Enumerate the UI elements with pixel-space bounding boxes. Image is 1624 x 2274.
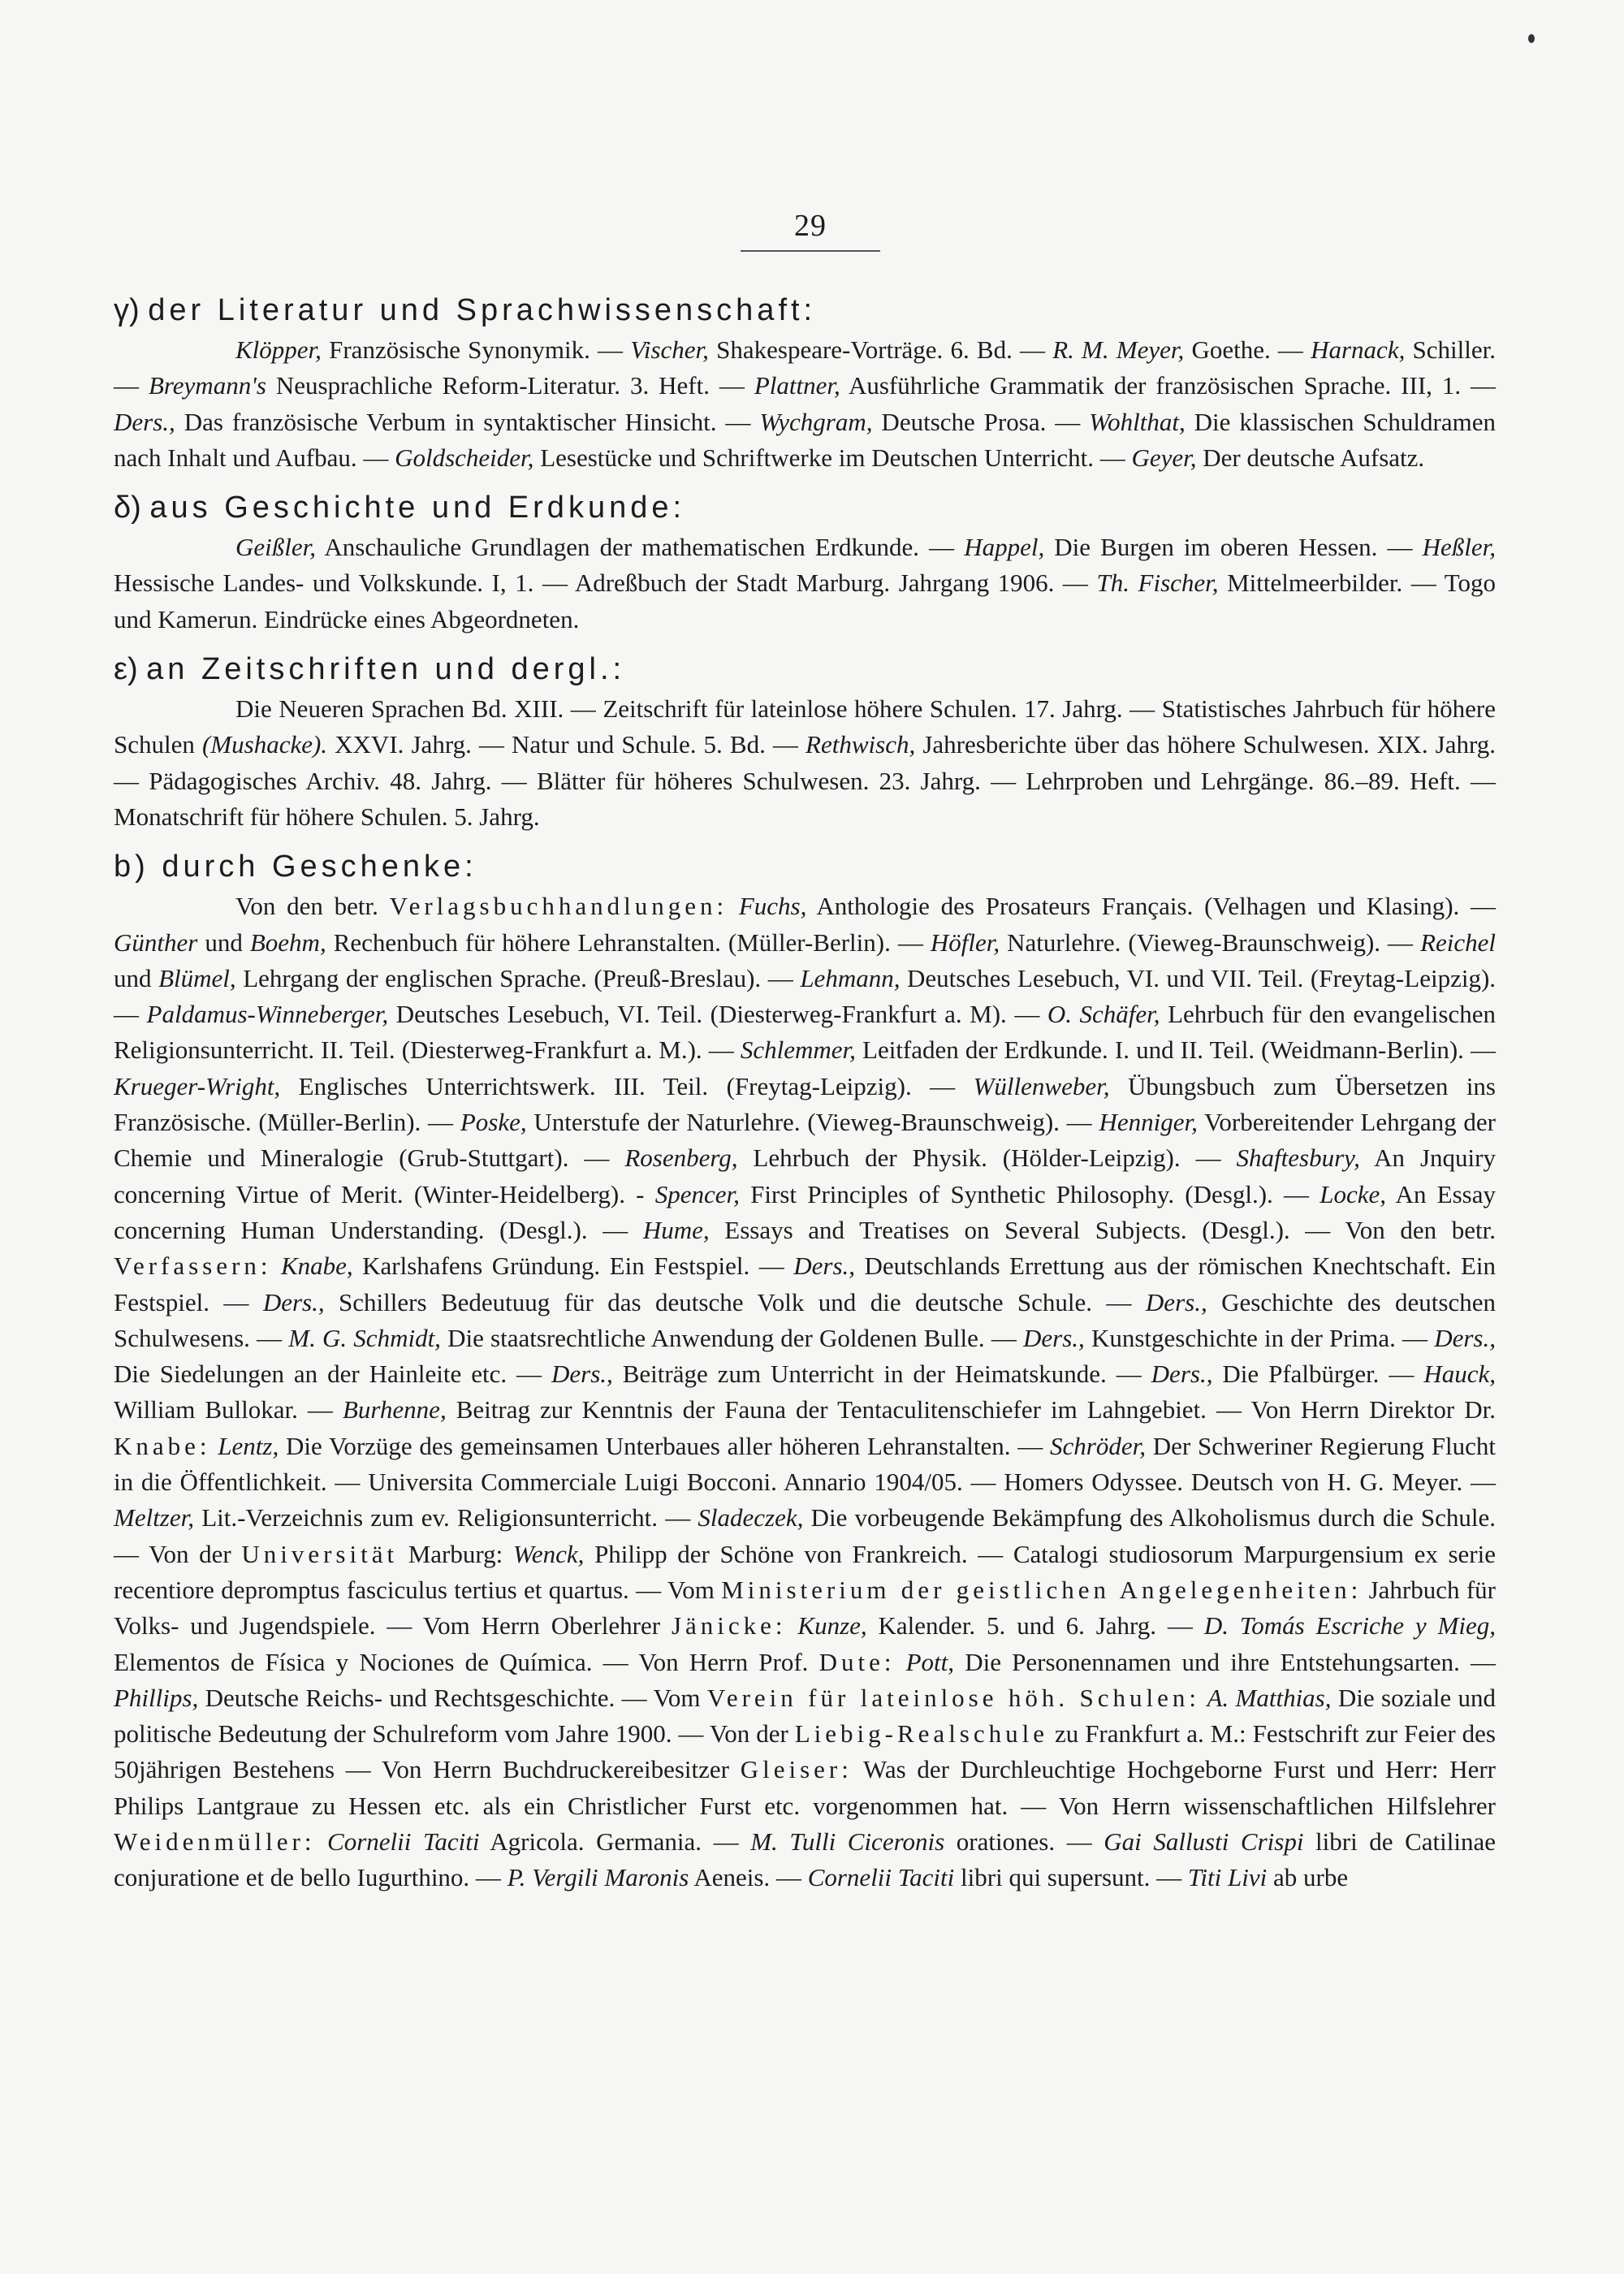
author-name: Ders., — [114, 407, 175, 436]
author-name: Lehmann, — [800, 963, 901, 992]
author-name: (Mushacke). — [201, 730, 328, 759]
page-number: 29 — [741, 208, 880, 252]
author-name: Wüllenweber, — [973, 1071, 1110, 1100]
author-name: Knabe, — [280, 1252, 353, 1281]
ink-speck — [1528, 34, 1535, 43]
spaced-emphasis: Dute: — [818, 1647, 896, 1676]
author-name: Günther — [114, 927, 198, 957]
author-name: Reichel — [1420, 927, 1497, 957]
author-name: Harnack, — [1311, 335, 1406, 364]
author-name: Ders., — [1145, 1287, 1207, 1316]
author-name: Shaftesbury, — [1236, 1143, 1360, 1173]
author-name: Wohlthat, — [1089, 407, 1186, 436]
author-name: Meltzer, — [114, 1503, 195, 1533]
author-name: Lentz, — [218, 1431, 279, 1460]
author-name: Geißler, — [235, 533, 317, 562]
author-name: Hauck, — [1423, 1360, 1496, 1389]
author-name: Ders., — [1434, 1323, 1496, 1352]
section-body-geschichte: Geißler, Anschauliche Grundlagen der mathematischen Erdkunde. — Happel, Die Burgen im oberen Hessen. — Heßler, Hessische Landes- und Volkskunde. I, 1. — Adreßbuch der Stadt Marburg. Jahrgang 1906. — Th. Fischer, Mittelmeerbilder. — Togo und Kamerun. Eindrücke eines Abgeordneten. — [114, 533, 1497, 633]
spaced-emphasis: Verlagsbuchhandlungen: — [389, 892, 728, 921]
author-name: Goldscheider, — [395, 443, 534, 472]
author-name: Fuchs, — [738, 892, 807, 921]
spaced-emphasis: Verein für lateinlose höh. Schulen: — [706, 1683, 1201, 1712]
author-name: Boehm, — [249, 927, 326, 957]
author-name: Heßler, — [1422, 533, 1496, 562]
author-name: Ders., — [262, 1287, 325, 1316]
author-name: Titi Livi — [1187, 1863, 1268, 1892]
spaced-emphasis: Ministerium der geistlichen Angelegenheiten: — [721, 1575, 1363, 1604]
spaced-emphasis: Verfassern: — [114, 1252, 272, 1281]
author-name: M. Tulli Ciceronis — [750, 1827, 945, 1856]
author-name: Poske, — [460, 1108, 527, 1137]
author-name: Happel, — [964, 533, 1045, 562]
spaced-emphasis: Liebig-Realschule — [794, 1719, 1048, 1749]
author-name: Sladeczek, — [698, 1503, 804, 1533]
section-body-geschenke: Von den betr. Verlagsbuchhandlungen: Fuchs, Anthologie des Prosateurs Français. (Velhagen und Klasing). — Günther und Boehm, Rechenbuch für höhere Lehranstalten. (Müller-Berlin). — Höfler, Naturlehre. (Vieweg-Braunschweig). — Reichel und Blümel, Lehrgang der englischen Sprache. (Preuß-Breslau). — Lehmann, Deutsches Lesebuch, VI. und VII. Teil. (Freytag-Leipzig). — Paldamus-Winneberger, Deutsches Lesebuch, VI. Teil. (Diesterweg-Frankfurt a. M). — O. Schäfer, Lehrbuch für den evangelischen Religionsunterricht. II. Teil. (Diesterweg-Frankfurt a. M.). — Schlemmer, Leitfaden der Erdkunde. I. und II. Teil. (Weidmann-Berlin). — Krueger-Wright, Englisches Unterrichtswerk. III. Teil. (Freytag-Leipzig). — Wüllenweber, Übungsbuch zum Übersetzen ins Französische. (Müller-Berlin). — Poske, Unterstufe der Naturlehre. (Vieweg-Braunschweig). — Henniger, Vorbereitender Lehrgang der Chemie und Mineralogie (Grub-Stuttgart). — Rosenberg, Lehrbuch der Physik. (Hölder-Leipzig). — Shaftesbury, An Jnquiry concerning Virtue of Merit. (Winter-Heidelberg). - Spencer, First Principles of Synthetic Philosophy. (Desgl.). — Locke, An Essay concerning Human Understanding. (Desgl.). — Hume, Essays and Treatises on Several Subjects. (Desgl.). — Von den betr. Verfassern: Knabe, Karlshafens Gründung. Ein Festspiel. — Ders., Deutschlands Errettung aus der römischen Knechtschaft. Ein Festspiel. — Ders., Schillers Bedeutuug für das deutsche Volk und die deutsche Schule. — Ders., Geschichte des deutschen Schulwesens. — M. G. Schmidt, Die staatsrechtliche Anwendung der Goldenen Bulle. — Ders., Kunstgeschichte in der Prima. — Ders., Die Siedelungen an der Hainleite etc. — Ders., Beiträge zum Unterricht in der Heimatskunde. — Ders., Die Pfalbürger. — Hauck, William Bullokar. — Burhenne, Beitrag zur Kenntnis der Fauna der Tentaculitenschiefer im Lahngebiet. — Von Herrn Direktor Dr. Knabe: Lentz, Die Vorzüge des gemeinsamen Unterbaues aller höheren Lehranstalten. — Schröder, Der Schweriner Regierung Flucht in die Öffentlichkeit. — Universita Commerciale Luigi Bocconi. Annario 1904/05. — Homers Odyssee. Deutsch von H. G. Meyer. — Meltzer, Lit.-Verzeichnis zum ev. Religionsunterricht. — Sladeczek, Die vorbeugende Bekämpfung des Alkoholismus durch die Schule. — Von der Universität Marburg: Wenck, Philipp der Schöne von Frankreich. — Catalogi studiosorum Marpurgensium ex serie recentiore depromptus fasciculus tertius et quartus. — Vom Ministerium der geistlichen Angelegenheiten: Jahrbuch für Volks- und Jugendspiele. — Vom Herrn Oberlehrer Jänicke: Kunze, Kalender. 5. und 6. Jahrg. — D. Tomás Escriche y Mieg, Elementos de Física y Nociones de Química. — Von Herrn Prof. Dute: Pott, Die Personennamen und ihre Entstehungsarten. — Phillips, Deutsche Reichs- und Rechtsgeschichte. — Vom Verein für lateinlose höh. Schulen: A. Matthias, Die soziale und politische Bedeutung der Schulreform vom Jahre 1900. — Von der Liebig-Realschule zu Frankfurt a. M.: Festschrift zur Feier des 50jährigen Bestehens — Von Herrn Buchdruckereibesitzer Gleiser: Was der Durchleuchtige Hochgeborne Furst und Herr: Herr Philips Lantgraue zu Hessen etc. als ein Christlicher Furst etc. vorgenommen hat. — Von Herrn wissenschaftlichen Hilfslehrer Weidenmüller: Cornelii Taciti Agricola. Germania. — M. Tulli Ciceronis orationes. — Gai Sallusti Crispi libri de Catilinae conjuratione et de bello Iugurthino. — P. Vergili Maronis Aeneis. — Cornelii Taciti libri qui supersunt. — Titi Livi ab urbe — [114, 892, 1497, 1892]
spaced-emphasis: Jänicke: — [671, 1611, 787, 1641]
author-name: Klöpper, — [235, 335, 322, 364]
author-name: D. Tomás Escriche y Mieg, — [1203, 1611, 1496, 1641]
author-name: Wenck, — [512, 1539, 585, 1568]
author-name: Phillips, — [114, 1683, 199, 1712]
author-name: Vischer, — [630, 335, 709, 364]
author-name: Cornelii Taciti — [807, 1863, 955, 1892]
author-name: Wychgram, — [759, 407, 873, 436]
author-name: Ders., — [793, 1252, 856, 1281]
author-name: Paldamus-Winneberger, — [146, 1000, 389, 1029]
author-name: P. Vergili Maronis — [507, 1863, 689, 1892]
author-name: Spencer, — [654, 1179, 740, 1208]
author-name: Locke, — [1320, 1179, 1387, 1208]
author-name: Ders., — [1151, 1360, 1213, 1389]
author-name: Geyer, — [1131, 443, 1197, 472]
author-name: Schlemmer, — [740, 1035, 856, 1065]
section-heading-geschichte: δ) aus Geschichte und Erdkunde: — [114, 491, 686, 525]
author-name: Kunze, — [797, 1611, 867, 1641]
author-name: Höfler, — [930, 927, 1000, 957]
author-name: A. Matthias, — [1207, 1683, 1332, 1712]
section-body-literatur: Klöpper, Französische Synonymik. — Vischer, Shakespeare-Vorträge. 6. Bd. — R. M. Meyer, Goethe. — Harnack, Schiller. — Breymann's Neusprachliche Reform-Literatur. 3. Heft. — Plattner, Ausführliche Grammatik der französischen Sprache. III, 1. — Ders., Das französische Verbum in syntaktischer Hinsicht. — Wychgram, Deutsche Prosa. — Wohlthat, Die klassischen Schuldramen nach Inhalt und Aufbau. — Goldscheider, Lesestücke und Schriftwerke im Deutschen Unterricht. — Geyer, Der deutsche Aufsatz. — [114, 335, 1497, 472]
spaced-emphasis: Universität — [241, 1539, 399, 1568]
author-name: Gai Sallusti Crispi — [1104, 1827, 1304, 1856]
section-heading-geschenke: b) durch Geschenke: — [114, 850, 477, 884]
spaced-emphasis: Weidenmüller: — [114, 1827, 316, 1856]
author-name: Rosenberg, — [624, 1143, 738, 1173]
author-name: O. Schäfer, — [1047, 1000, 1160, 1029]
author-name: Cornelii Taciti — [327, 1827, 480, 1856]
author-name: Krueger-Wright, — [114, 1071, 281, 1100]
author-name: Henniger, — [1099, 1108, 1198, 1137]
spaced-emphasis: Knabe: — [114, 1431, 211, 1460]
author-name: Rethwisch, — [806, 730, 916, 759]
author-name: Blümel, — [158, 963, 236, 992]
author-name: Schröder, — [1050, 1431, 1146, 1460]
section-heading-zeitschriften: ε) an Zeitschriften und dergl.: — [114, 652, 626, 687]
section-body-zeitschriften: Die Neueren Sprachen Bd. XIII. — Zeitschrift für lateinlose höhere Schulen. 17. Jahrg. — Statistisches Jahrbuch für höhere Schulen (Mushacke). XXVI. Jahrg. — Natur und Schule. 5. Bd. — Rethwisch, Jahresberichte über das höhere Schulwesen. XIX. Jahrg. — Pädagogisches Archiv. 48. Jahrg. — Blätter für höheres Schulwesen. 23. Jahrg. — Lehrproben und Lehrgänge. 86.–89. Heft. — Monatschrift für höhere Schulen. 5. Jahrg. — [114, 694, 1497, 831]
author-name: Burhenne, — [342, 1395, 447, 1424]
section-heading-literatur: γ) der Literatur und Sprachwissenschaft: — [114, 293, 817, 327]
author-name: Ders., — [551, 1360, 613, 1389]
author-name: Plattner, — [754, 371, 840, 400]
page-content — [114, 288, 1496, 1896]
author-name: R. M. Meyer, — [1052, 335, 1185, 364]
author-name: Hume, — [642, 1215, 710, 1244]
author-name: Ders., — [1023, 1323, 1085, 1352]
spaced-emphasis: Gleiser: — [740, 1755, 853, 1784]
author-name: Th. Fischer, — [1096, 568, 1219, 598]
author-name: M. G. Schmidt, — [288, 1323, 441, 1352]
author-name: Breymann's — [148, 371, 266, 400]
author-name: Pott, — [905, 1647, 955, 1676]
